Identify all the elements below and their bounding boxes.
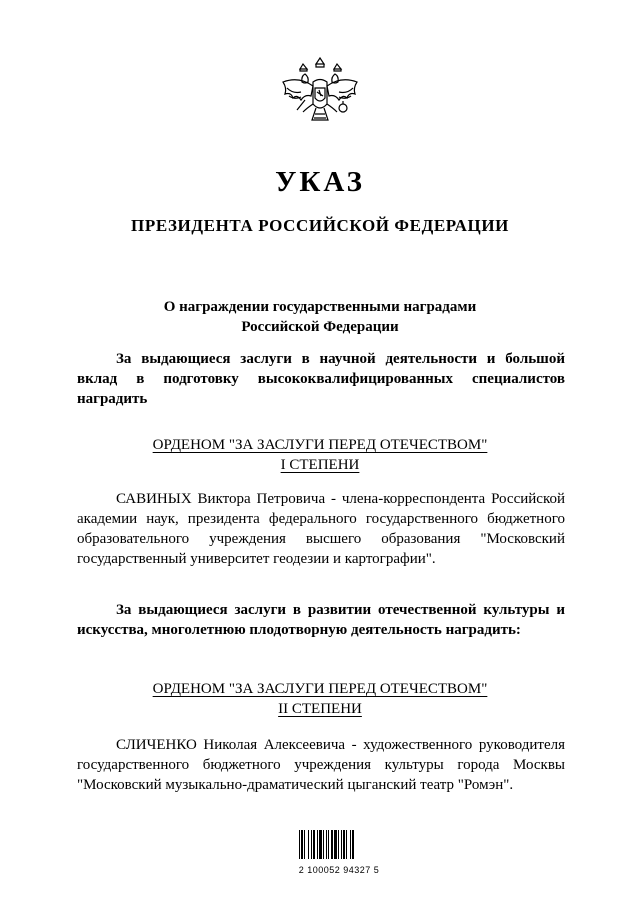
order-degree: II СТЕПЕНИ (278, 701, 362, 717)
coat-of-arms-icon (279, 52, 361, 147)
order-degree: I СТЕПЕНИ (280, 457, 360, 473)
barcode (298, 826, 380, 875)
barcode-number: 2 100052 94327 5 (298, 865, 380, 875)
decree-heading-line: Российской Федерации (241, 319, 399, 335)
decree-heading (0, 297, 640, 337)
order-name-2 (0, 679, 640, 719)
order-title: ОРДЕНОМ "ЗА ЗАСЛУГИ ПЕРЕД ОТЕЧЕСТВОМ" (152, 437, 488, 453)
recipient-1: САВИНЫХ Виктора Петровича - члена-корреспондента Российской академии наук, президента федерального государственного бюджетного образовательного учреждения высшего образования "Московский государственный университет геодезии и картографии". (77, 491, 565, 567)
award-reason-2: За выдающиеся заслуги в развитии отечественной культуры и искусства, многолетнюю плодотворную деятельность наградить: (77, 602, 565, 638)
recipient-2: СЛИЧЕНКО Николая Алексеевича - художественного руководителя государственного бюджетного учреждения культуры города Москвы "Московский музыкально-драматический цыганский театр "Ромэн". (77, 737, 565, 793)
document-title: УКАЗ (275, 166, 365, 198)
decree-heading-line: О награждении государственными наградами (163, 299, 477, 315)
document-subtitle: ПРЕЗИДЕНТА РОССИЙСКОЙ ФЕДЕРАЦИИ (131, 216, 509, 235)
order-title: ОРДЕНОМ "ЗА ЗАСЛУГИ ПЕРЕД ОТЕЧЕСТВОМ" (152, 681, 488, 697)
barcode-bars (298, 826, 380, 859)
award-reason-1: За выдающиеся заслуги в научной деятельности и большой вклад в подготовку высококвалифицированных специалистов наградить (77, 351, 565, 407)
order-name-1 (0, 435, 640, 475)
